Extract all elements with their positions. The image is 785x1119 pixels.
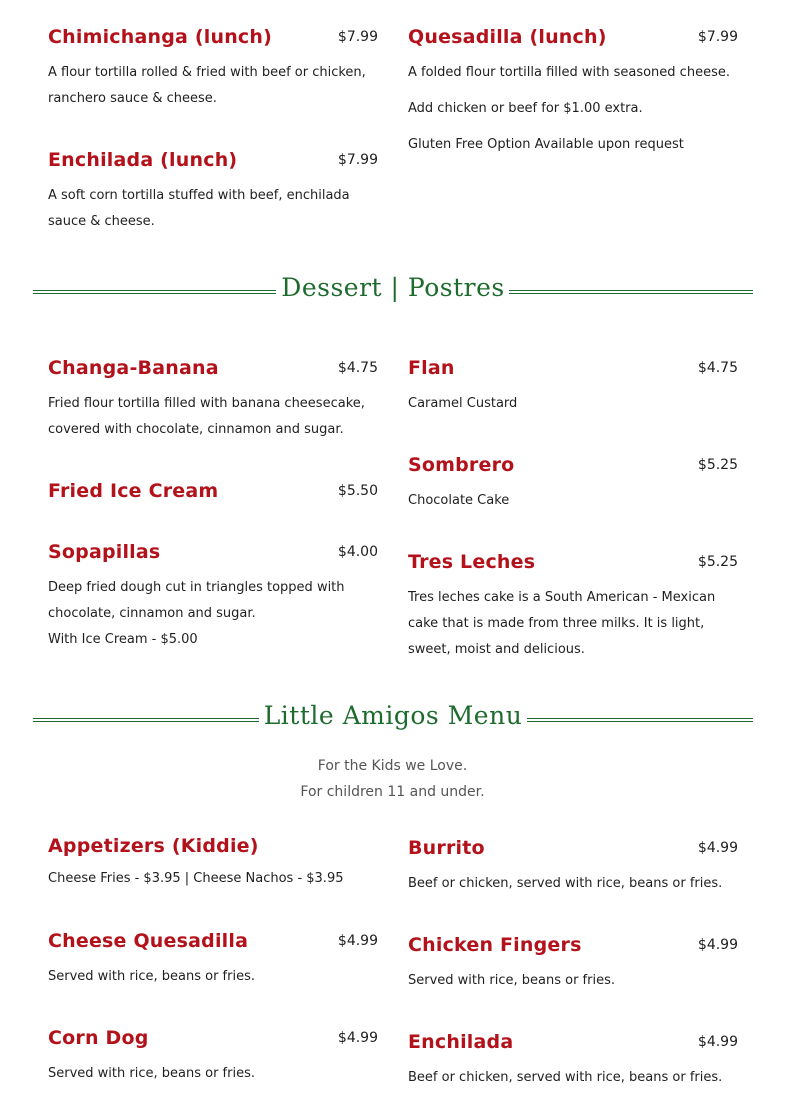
menu-item-corn-dog xyxy=(48,1026,378,1086)
item-name: Sopapillas xyxy=(48,541,161,563)
item-description xyxy=(408,585,738,663)
description-line: Served with rice, beans or fries. xyxy=(408,973,615,988)
item-price: $4.99 xyxy=(337,1030,378,1046)
item-name: Chimichanga (lunch) xyxy=(48,26,272,48)
menu-item-fried-ice-cream xyxy=(48,479,378,509)
item-price: $7.99 xyxy=(697,29,738,45)
item-description xyxy=(408,968,738,994)
item-price: $4.75 xyxy=(697,360,738,376)
menu-item-flan xyxy=(408,356,738,416)
item-name: Flan xyxy=(408,357,455,379)
description-line: Add chicken or beef for $1.00 extra. xyxy=(408,101,643,116)
menu-item-sombrero xyxy=(408,453,738,513)
section-header-little-amigos xyxy=(33,700,753,740)
menu-item-cheese-quesadilla xyxy=(48,929,378,989)
section-subtitle: For children 11 and under. xyxy=(300,784,485,800)
description-line: Gluten Free Option Available upon request xyxy=(408,137,684,152)
item-name: Corn Dog xyxy=(48,1027,149,1049)
description-line: Served with rice, beans or fries. xyxy=(48,1066,255,1081)
item-price: $5.25 xyxy=(697,457,738,473)
description-line: Chocolate Cake xyxy=(408,493,510,508)
description-line: A soft corn tortilla stuffed with beef, enchilada sauce & cheese. xyxy=(48,188,350,229)
item-description xyxy=(408,488,738,514)
menu-item-changa-banana xyxy=(48,356,378,446)
description-line: Fried flour tortilla filled with banana cheesecake, covered with chocolate, cinnamon and sugar. xyxy=(48,396,365,437)
description-line: With Ice Cream - $5.00 xyxy=(48,632,198,647)
section-header-dessert xyxy=(33,272,753,312)
description-line: Caramel Custard xyxy=(408,396,518,411)
item-description xyxy=(48,964,378,990)
item-description xyxy=(48,866,378,892)
description-line: Tres leches cake is a South American - Mexican cake that is made from three milks. It is light, sweet, moist and delicious. xyxy=(408,590,716,657)
item-description xyxy=(408,871,738,897)
menu-item-tres-leches xyxy=(408,550,738,665)
item-price: $4.99 xyxy=(697,1034,738,1050)
menu-item-enchilada-lunch xyxy=(48,148,378,238)
item-name: Enchilada (lunch) xyxy=(48,149,238,171)
item-price: $5.50 xyxy=(337,483,378,499)
description-line: Cheese Fries - $3.95 | Cheese Nachos - $3.95 xyxy=(48,871,344,886)
section-subtitle: For the Kids we Love. xyxy=(317,758,468,774)
menu-item-burrito xyxy=(408,836,738,896)
description-line: Served with rice, beans or fries. xyxy=(48,969,255,984)
description-line: Beef or chicken, served with rice, beans or fries. xyxy=(408,876,723,891)
item-name: Fried Ice Cream xyxy=(48,480,219,502)
item-description xyxy=(48,60,378,112)
item-name: Chicken Fingers xyxy=(408,934,582,956)
item-price: $4.99 xyxy=(697,937,738,953)
item-price: $5.25 xyxy=(697,554,738,570)
item-price: $4.99 xyxy=(697,840,738,856)
item-description xyxy=(48,575,378,653)
item-description xyxy=(48,183,378,235)
description-line: A flour tortilla rolled & fried with beef or chicken, ranchero sauce & cheese. xyxy=(48,65,366,106)
menu-item-quesadilla-lunch xyxy=(408,25,738,165)
divider-right xyxy=(509,290,753,294)
item-name: Sombrero xyxy=(408,454,515,476)
item-name: Cheese Quesadilla xyxy=(48,930,249,952)
menu-item-chicken-fingers xyxy=(408,933,738,993)
item-description xyxy=(48,391,378,443)
menu-item-chimichanga-lunch xyxy=(48,25,378,115)
item-name: Enchilada xyxy=(408,1031,514,1053)
item-description xyxy=(408,60,738,158)
menu-item-sopapillas xyxy=(48,540,378,655)
item-price: $4.99 xyxy=(337,933,378,949)
item-description xyxy=(48,1061,378,1087)
item-name: Appetizers (Kiddie) xyxy=(48,835,259,857)
menu-item-enchilada-kids xyxy=(408,1030,738,1090)
section-title: Dessert | Postres xyxy=(281,273,505,302)
item-name: Burrito xyxy=(408,837,485,859)
item-description xyxy=(408,1065,738,1091)
description-line: Deep fried dough cut in triangles topped with chocolate, cinnamon and sugar. xyxy=(48,580,345,621)
item-price: $4.00 xyxy=(337,544,378,560)
item-description xyxy=(408,391,738,417)
item-price: $4.75 xyxy=(337,360,378,376)
divider-right xyxy=(527,718,753,722)
item-price: $7.99 xyxy=(337,29,378,45)
section-title: Little Amigos Menu xyxy=(263,701,523,730)
item-name: Changa-Banana xyxy=(48,357,219,379)
description-line: Beef or chicken, served with rice, beans or fries. xyxy=(408,1070,723,1085)
description-line: A folded flour tortilla filled with seasoned cheese. xyxy=(408,65,730,80)
item-name: Quesadilla (lunch) xyxy=(408,26,607,48)
item-name: Tres Leches xyxy=(408,551,536,573)
item-price: $7.99 xyxy=(337,152,378,168)
menu-item-appetizers-kiddie xyxy=(48,834,378,894)
